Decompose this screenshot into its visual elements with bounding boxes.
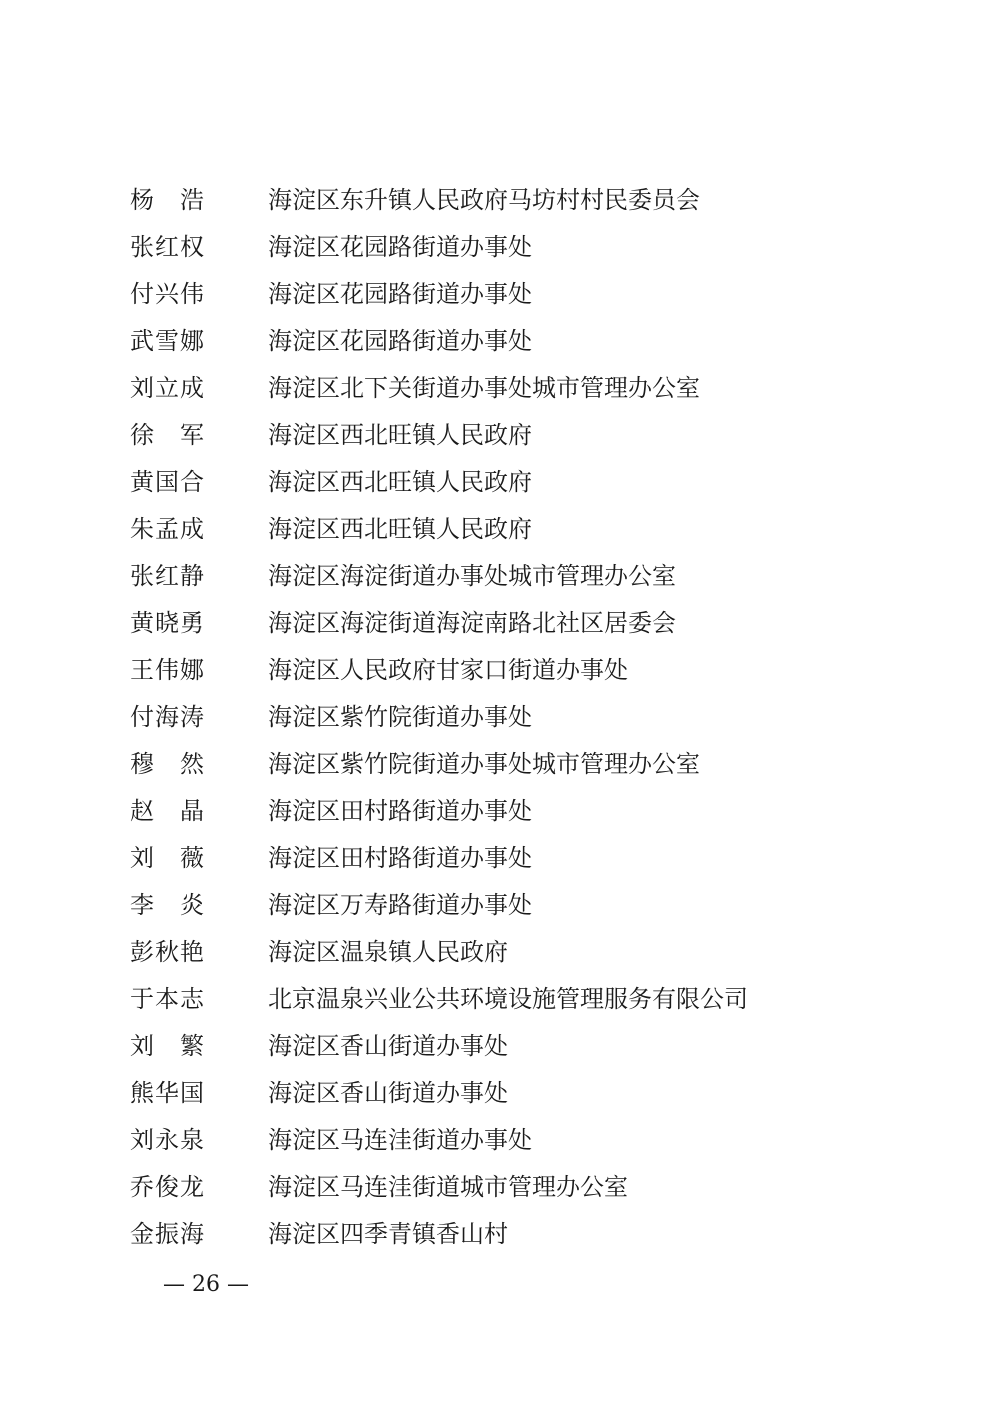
name-char: 乔 xyxy=(130,1173,154,1201)
organization: 海淀区万寿路街道办事处 xyxy=(268,891,532,919)
list-item xyxy=(130,882,890,929)
name-char: 刘 xyxy=(130,844,154,872)
organization: 海淀区香山街道办事处 xyxy=(268,1079,508,1107)
list-item xyxy=(130,1070,890,1117)
person-name xyxy=(130,459,204,506)
name-char: 金 xyxy=(130,1220,154,1248)
list-item xyxy=(130,788,890,835)
name-char: 付 xyxy=(130,703,154,731)
person-name xyxy=(130,365,204,412)
list-item xyxy=(130,647,890,694)
name-char: 繁 xyxy=(180,1032,204,1060)
name-char: 于 xyxy=(130,985,154,1013)
name-list xyxy=(130,177,890,1258)
name-char: 红 xyxy=(155,562,179,590)
list-item xyxy=(130,1211,890,1258)
name-char: 伟 xyxy=(180,280,204,308)
name-char: 海 xyxy=(155,703,179,731)
name-char: 黄 xyxy=(130,609,154,637)
name-char: 合 xyxy=(180,468,204,496)
name-char: 张 xyxy=(130,233,154,261)
list-item xyxy=(130,318,890,365)
name-char: 刘 xyxy=(130,1126,154,1154)
person-name xyxy=(130,506,204,553)
list-item xyxy=(130,271,890,318)
organization: 海淀区西北旺镇人民政府 xyxy=(268,468,532,496)
list-item xyxy=(130,553,890,600)
person-name xyxy=(130,929,204,976)
organization: 海淀区紫竹院街道办事处 xyxy=(268,703,532,731)
list-item xyxy=(130,412,890,459)
person-name xyxy=(130,741,204,788)
list-item xyxy=(130,177,890,224)
name-char: 立 xyxy=(155,374,179,402)
name-char: 俊 xyxy=(155,1173,179,1201)
name-char: 娜 xyxy=(180,656,204,684)
name-char: 静 xyxy=(180,562,204,590)
person-name xyxy=(130,177,204,224)
name-char: 晓 xyxy=(155,609,179,637)
organization: 海淀区紫竹院街道办事处城市管理办公室 xyxy=(268,750,700,778)
list-item xyxy=(130,600,890,647)
list-item xyxy=(130,224,890,271)
name-char: 艳 xyxy=(180,938,204,966)
name-char: 志 xyxy=(180,985,204,1013)
name-char: 然 xyxy=(180,750,204,778)
name-char: 龙 xyxy=(180,1173,204,1201)
name-char: 赵 xyxy=(130,797,154,825)
organization: 北京温泉兴业公共环境设施管理服务有限公司 xyxy=(268,985,748,1013)
name-char: 权 xyxy=(180,233,204,261)
name-char: 本 xyxy=(155,985,179,1013)
organization: 海淀区温泉镇人民政府 xyxy=(268,938,508,966)
person-name xyxy=(130,1211,204,1258)
organization: 海淀区四季青镇香山村 xyxy=(268,1220,508,1248)
person-name xyxy=(130,1164,204,1211)
person-name xyxy=(130,553,204,600)
person-name xyxy=(130,1117,204,1164)
organization: 海淀区田村路街道办事处 xyxy=(268,844,532,872)
list-item xyxy=(130,1117,890,1164)
name-char: 孟 xyxy=(155,515,179,543)
person-name xyxy=(130,318,204,365)
person-name xyxy=(130,647,204,694)
name-char: 朱 xyxy=(130,515,154,543)
list-item xyxy=(130,929,890,976)
name-char: 晶 xyxy=(180,797,204,825)
organization: 海淀区马连洼街道办事处 xyxy=(268,1126,532,1154)
name-char: 彭 xyxy=(130,938,154,966)
name-char: 成 xyxy=(180,374,204,402)
name-char: 兴 xyxy=(155,280,179,308)
list-item xyxy=(130,1164,890,1211)
name-char: 武 xyxy=(130,327,154,355)
organization: 海淀区西北旺镇人民政府 xyxy=(268,515,532,543)
name-char: 国 xyxy=(155,468,179,496)
organization: 海淀区海淀街道办事处城市管理办公室 xyxy=(268,562,676,590)
organization: 海淀区人民政府甘家口街道办事处 xyxy=(268,656,628,684)
name-char: 成 xyxy=(180,515,204,543)
person-name xyxy=(130,694,204,741)
name-char: 李 xyxy=(130,891,154,919)
name-char: 海 xyxy=(180,1220,204,1248)
person-name xyxy=(130,1023,204,1070)
organization: 海淀区东升镇人民政府马坊村村民委员会 xyxy=(268,186,700,214)
name-char: 炎 xyxy=(180,891,204,919)
name-char: 黄 xyxy=(130,468,154,496)
person-name xyxy=(130,788,204,835)
name-char: 红 xyxy=(155,233,179,261)
page-number: — 26 — xyxy=(163,1272,249,1297)
organization: 海淀区香山街道办事处 xyxy=(268,1032,508,1060)
list-item xyxy=(130,1023,890,1070)
person-name xyxy=(130,882,204,929)
name-char: 杨 xyxy=(130,186,154,214)
name-char: 华 xyxy=(155,1079,179,1107)
organization: 海淀区马连洼街道城市管理办公室 xyxy=(268,1173,628,1201)
list-item xyxy=(130,835,890,882)
person-name xyxy=(130,224,204,271)
name-char: 徐 xyxy=(130,421,154,449)
name-char: 付 xyxy=(130,280,154,308)
list-item xyxy=(130,506,890,553)
person-name xyxy=(130,835,204,882)
person-name xyxy=(130,271,204,318)
name-char: 张 xyxy=(130,562,154,590)
list-item xyxy=(130,741,890,788)
name-char: 雪 xyxy=(155,327,179,355)
organization: 海淀区花园路街道办事处 xyxy=(268,233,532,261)
organization: 海淀区海淀街道海淀南路北社区居委会 xyxy=(268,609,676,637)
name-char: 泉 xyxy=(180,1126,204,1154)
person-name xyxy=(130,600,204,647)
person-name xyxy=(130,1070,204,1117)
name-char: 振 xyxy=(155,1220,179,1248)
name-char: 穆 xyxy=(130,750,154,778)
name-char: 国 xyxy=(180,1079,204,1107)
name-char: 刘 xyxy=(130,1032,154,1060)
organization: 海淀区西北旺镇人民政府 xyxy=(268,421,532,449)
name-char: 伟 xyxy=(155,656,179,684)
organization: 海淀区花园路街道办事处 xyxy=(268,327,532,355)
list-item xyxy=(130,694,890,741)
name-char: 军 xyxy=(180,421,204,449)
organization: 海淀区花园路街道办事处 xyxy=(268,280,532,308)
name-char: 秋 xyxy=(155,938,179,966)
organization: 海淀区北下关街道办事处城市管理办公室 xyxy=(268,374,700,402)
list-item xyxy=(130,976,890,1023)
list-item xyxy=(130,459,890,506)
name-char: 涛 xyxy=(180,703,204,731)
name-char: 娜 xyxy=(180,327,204,355)
name-char: 刘 xyxy=(130,374,154,402)
list-item xyxy=(130,365,890,412)
name-char: 熊 xyxy=(130,1079,154,1107)
name-char: 永 xyxy=(155,1126,179,1154)
name-char: 勇 xyxy=(180,609,204,637)
person-name xyxy=(130,412,204,459)
organization: 海淀区田村路街道办事处 xyxy=(268,797,532,825)
name-char: 浩 xyxy=(180,186,204,214)
name-char: 薇 xyxy=(180,844,204,872)
person-name xyxy=(130,976,204,1023)
name-char: 王 xyxy=(130,656,154,684)
